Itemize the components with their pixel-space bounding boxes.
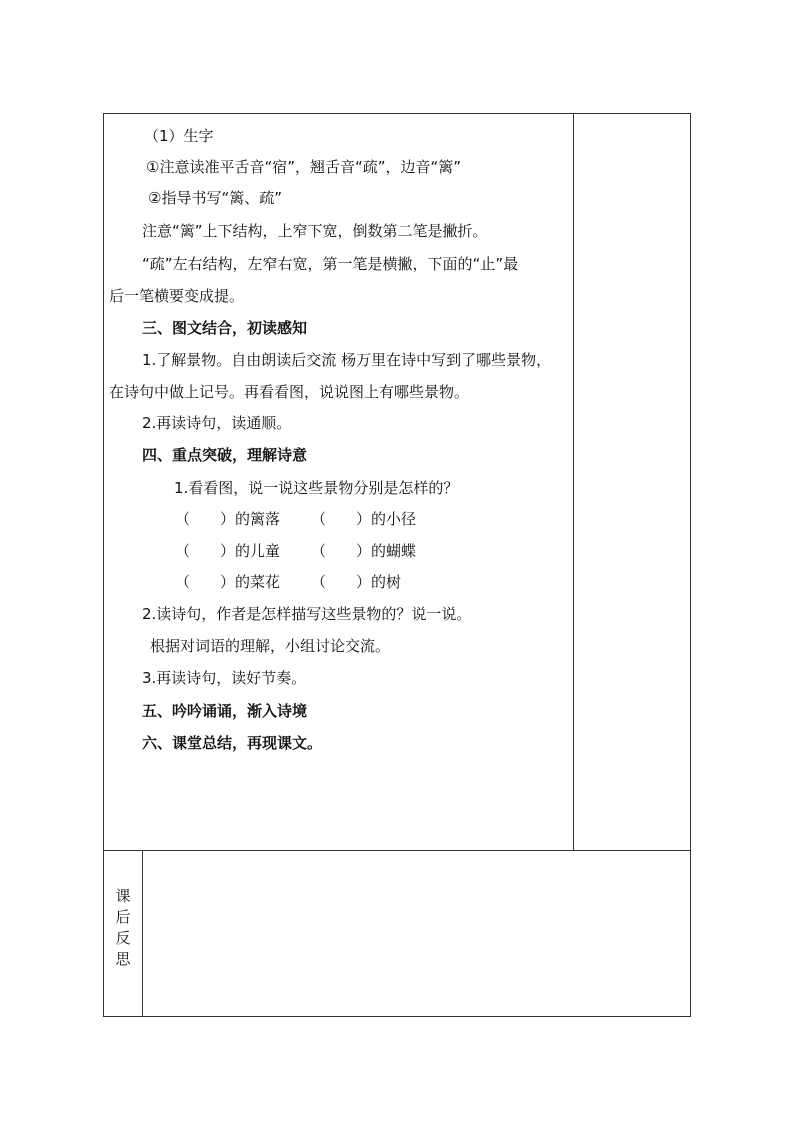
lesson-line: 2.再读诗句，读通顺。 (142, 414, 292, 432)
fill-blank-item: （ ）的树 (311, 573, 402, 591)
lesson-line: 3.再读诗句，读好节奏。 (142, 669, 307, 687)
reflection-label-char: 思 (115, 950, 131, 968)
lesson-line: “疏”左右结构，左窄右宽，第一笔是横撇，下面的“止”最 (142, 255, 519, 273)
reflection-label-char: 后 (115, 908, 131, 926)
lesson-line: ②指导书写“篱、疏” (148, 189, 282, 207)
table-border-bottom (103, 1016, 691, 1017)
table-divider-column (573, 113, 574, 851)
section-heading: 六、课堂总结，再现课文。 (142, 734, 323, 752)
reflection-label-char: 反 (115, 929, 131, 947)
lesson-line: 2.读诗句，作者是怎样描写这些景物的？说一说。 (142, 605, 472, 623)
reflection-content-area (143, 851, 690, 1016)
table-border-left (103, 113, 104, 1017)
reflection-label (104, 886, 142, 970)
lesson-line: （1）生字 (144, 127, 214, 145)
lesson-line: 注意“篱”上下结构，上窄下宽，倒数第二笔是撇折。 (142, 222, 488, 240)
section-heading: 四、重点突破，理解诗意 (142, 446, 308, 464)
lesson-line: 1.了解景物。自由朗读后交流 杨万里在诗中写到了哪些景物， (142, 351, 552, 369)
table-border-right (690, 113, 691, 1017)
fill-blank-item: （ ）的儿童 (175, 542, 281, 560)
fill-blank-item: （ ）的小径 (311, 510, 417, 528)
section-heading: 五、吟吟诵诵，渐入诗境 (142, 702, 308, 720)
lesson-line: 在诗句中做上记号。再看看图，说说图上有哪些景物。 (109, 383, 470, 401)
section-heading: 三、图文结合，初读感知 (142, 319, 308, 337)
fill-blank-item: （ ）的篱落 (175, 510, 281, 528)
lesson-line: 1.看看图，说一说这些景物分别是怎样的？ (174, 479, 459, 497)
lesson-line: ①注意读准平舌音“宿”，翘舌音“疏”，边音“篱” (146, 158, 462, 176)
lesson-line: 后一笔横要变成提。 (109, 287, 245, 305)
fill-blank-item: （ ）的蝴蝶 (311, 542, 417, 560)
table-border-top (103, 113, 691, 114)
lesson-line: 根据对词语的理解，小组讨论交流。 (150, 637, 391, 655)
reflection-label-char: 课 (115, 887, 131, 905)
fill-blank-item: （ ）的菜花 (175, 573, 281, 591)
